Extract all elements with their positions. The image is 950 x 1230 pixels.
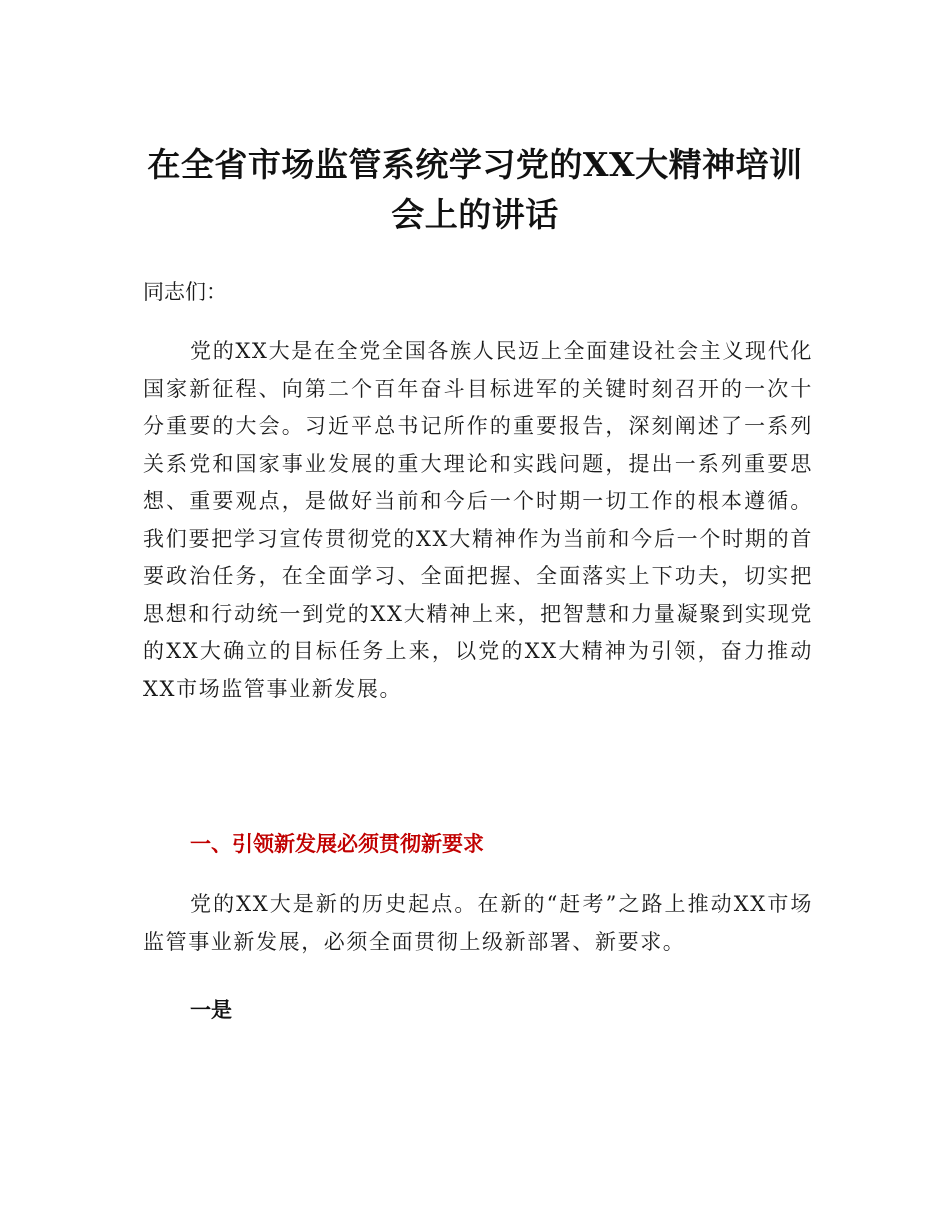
- section-heading-1: 一、引领新发展必须贯彻新要求: [190, 832, 484, 856]
- paragraph-section-1: 党的XX大是新的历史起点。在新的“赶考”之路上推动XX市场监管事业新发展，必须全面贯彻上级新部署、新要求。: [143, 892, 813, 954]
- subpoint-label: 一是: [190, 998, 232, 1022]
- salutation: 同志们：: [143, 280, 227, 304]
- document-title: 在全省市场监管系统学习党的XX大精神培训会上的讲话: [147, 145, 803, 234]
- paragraph-intro: 党的XX大是在全党全国各族人民迈上全面建设社会主义现代化国家新征程、向第二个百年奋斗目标进军的关键时刻召开的一次十分重要的大会。习近平总书记所作的重要报告，深刻阐述了一系列关系党和国家事业发展的重大理论和实践问题，提出一系列重要思想、重要观点，是做好当前和今后一个时期一切工作的根本遵循。我们要把学习宣传贯彻党的XX大精神作为当前和今后一个时期的首要政治任务，在全面学习、全面把握、全面落实上下功夫，切实把思想和行动统一到党的XX大精神上来，把智慧和力量凝聚到实现党的XX大确立的目标任务上来，以党的XX大精神为引领，奋力推动XX市场监管事业新发展。: [143, 339, 813, 701]
